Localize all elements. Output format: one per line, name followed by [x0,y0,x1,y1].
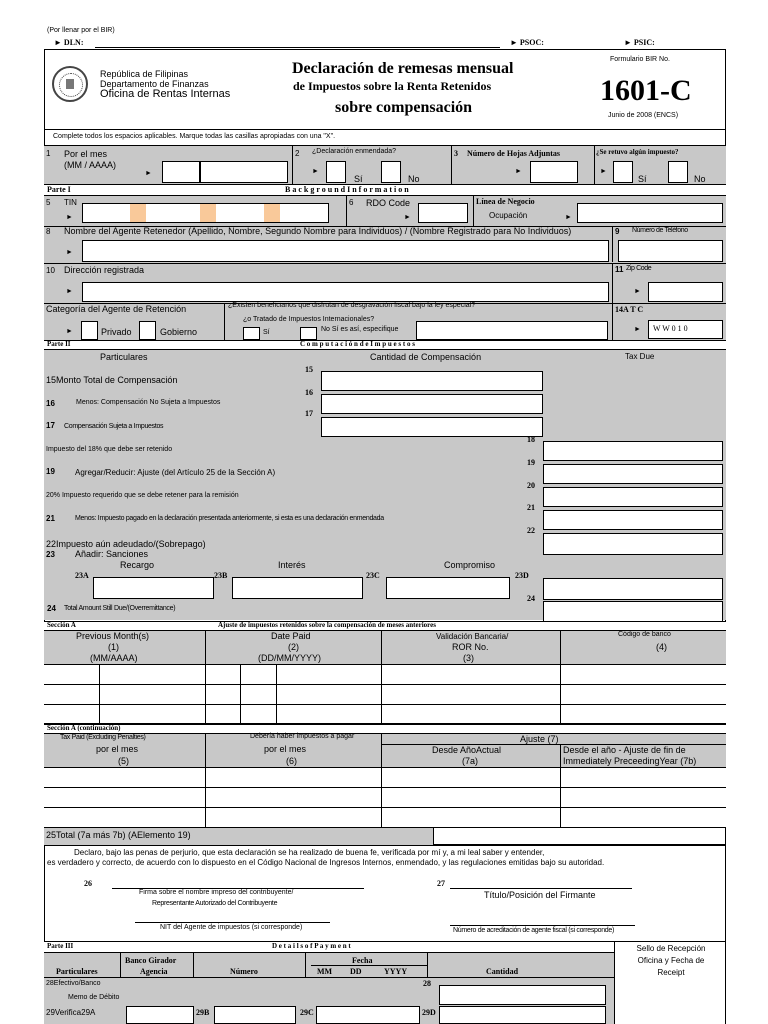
part1-title: B a c k g r o u n d I n f o r m a t i o n [285,185,409,194]
private-checkbox[interactable] [81,321,98,340]
form-date: Junio de 2008 (ENCS) [608,112,679,119]
psic-label: ► PSIC: [624,38,655,47]
withheld-yes-checkbox[interactable] [613,161,633,183]
bir-seal-icon [52,66,88,102]
line22-label: 22Impuesto aún adeudado/(Sobrepago) [46,539,206,549]
line17-input[interactable] [321,417,543,437]
year-input[interactable] [200,161,288,183]
form-title-line2: de Impuestos sobre la Renta Retenidos [293,79,492,93]
line21-label: Menos: Impuesto pagado en la declaración presentada anteriormente, si esta es una declaración enmendada [75,515,384,522]
check-date-input[interactable] [316,1006,420,1024]
treaty-specify-label: No Sí es así, especifique [321,326,399,333]
tin-label: TIN [64,198,77,207]
withheld-question: ¿Se retuvo algún impuesto? [596,148,679,156]
sectionA-cont-table[interactable] [44,767,726,827]
amended-no-checkbox[interactable] [381,161,401,183]
check-amount-input[interactable] [439,1006,606,1024]
treaty-specify-input[interactable] [416,321,608,340]
line20-input[interactable] [543,487,723,507]
line24-input[interactable] [543,601,723,622]
declaration-line1: Declaro, bajo las penas de perjurio, que esta declaración se ha realizado de buena fe, verificada por mí y, a mi leal saber y entender, [74,848,545,857]
business-input[interactable] [577,203,723,223]
agency-line3: Oficina de Rentas Internas [100,88,231,100]
part3-title: D e t a i l s o f P a y m e n t [272,942,351,950]
form-title-line3: sobre compensación [335,99,473,116]
line17-label: Compensación Sujeta a Impuestos [64,423,164,430]
debit-memo-label: Memo de Débito [68,994,120,1001]
compromise-input[interactable] [386,577,510,599]
compromise-label: Compromiso [444,560,496,570]
signature-label: Firma sobre el nombre impreso del contribuyente/ [139,889,294,896]
line19-label: Agregar/Reducir: Ajuste (del Artículo 25 de la Sección A) [75,468,276,477]
line22-input[interactable] [543,533,723,555]
month-label: Por el mes [64,149,108,159]
rdo-input[interactable] [418,203,468,223]
check-label: 29Verifica29A [46,1008,96,1017]
signature-label2: Representante Autorizado del Contribuyente [152,900,278,907]
line15-input[interactable] [321,371,543,391]
agent-tin-label: NIT del Agente de impuestos (si corresponde) [160,924,303,931]
atc-label: 14A T C [615,305,644,314]
sectionA-table[interactable] [44,664,726,723]
sectionA-cont-bar [44,724,726,734]
zip-label: Zip Code [626,265,652,272]
amended-question: ¿Declaración enmendada? [312,148,397,155]
line23-label: Añadir: Sanciones [75,549,149,559]
part2-title: C o m p u t a c i ó n d e I m p u e s t o s [300,340,415,348]
phone-input[interactable] [618,240,723,262]
line19-input[interactable] [543,464,723,484]
sheets-label: Número de Hojas Adjuntas [467,149,560,158]
line16-input[interactable] [321,394,543,414]
form-number-label: Formulario BIR No. [610,56,670,63]
title-position-label: Título/Posición del Firmante [484,890,596,900]
occupation-label: Ocupación [489,211,528,220]
agency-line1: República de Filipinas [100,69,189,79]
line18-input[interactable] [543,441,723,461]
line16-label: Menos: Compensación No Sujeta a Impuestos [76,399,221,406]
receipt-stamp-label: Sello de Recepción Oficina y Fecha de Receipt [636,944,706,977]
agent-name-input[interactable] [82,240,609,262]
withheld-no-checkbox[interactable] [668,161,688,183]
cash-bank-label: 28Efectivo/Banco [46,980,101,987]
taxdue-header: Tax Due [625,352,655,361]
treaty-yes-checkbox[interactable] [243,327,260,340]
line18-label: Impuesto del 18% que debe ser retenido [46,446,173,453]
atc-input[interactable] [648,320,723,339]
agent-name-label: Nombre del Agente Retenedor (Apellido, Nombre, Segundo Nombre para Individuos) / (Nombre Registrado para No Individuos) [64,226,572,236]
zip-input[interactable] [648,282,723,302]
atc-value: W W 0 1 0 [653,324,688,333]
address-label: Dirección registrada [64,265,145,275]
rdo-label: RDO Code [366,198,411,208]
agency-line2: Departamento de Finanzas [100,79,209,89]
dln-label: ► DLN: [54,38,84,47]
month-format: (MM / AAAA) [64,160,117,170]
tin-input[interactable] [82,203,329,223]
check-bank-input[interactable] [126,1006,194,1024]
cash-amount-input[interactable] [439,985,606,1005]
accreditation-label: Número de acreditación de agente fiscal (si corresponde) [453,927,615,934]
line25-input[interactable] [433,827,726,845]
interest-label: Interés [278,560,306,570]
surcharge-input[interactable] [93,577,214,599]
sectionA-title: Ajuste de impuestos retenidos sobre la compensación de meses anteriores [218,621,436,629]
line24-label: Total Amount Still Due/(Overremittance) [64,605,176,612]
instructions: Complete todos los espacios aplicables. Marque todas las casillas apropiadas con una "X". [53,133,336,140]
line15-label: 15Monto Total de Compensación [46,375,178,385]
sheets-input[interactable] [530,161,578,183]
amount-header: Cantidad de Compensación [370,352,482,362]
beneficiaries-question: ¿Existen beneficiarios que disfrutan de desgravación fiscal bajo la ley especial? [228,302,476,309]
treaty-no-checkbox[interactable] [300,327,317,340]
address-input[interactable] [82,282,609,302]
penalties-total-input[interactable] [543,578,723,600]
psoc-label: ► PSOC: [510,38,544,47]
check-number-input[interactable] [214,1006,296,1024]
interest-input[interactable] [232,577,363,599]
particulars-header: Particulares [100,352,148,362]
bir-use-label: (Por llenar por el BIR) [47,27,115,34]
declaration-line2: es verdadero y correcto, de acuerdo con lo dispuesto en el Código Nacional de Ingresos Internos, enmendado, y las regulaciones emitidas bajo su autoridad. [47,858,605,867]
government-checkbox[interactable] [139,321,156,340]
line20-label: 20% Impuesto requerido que se debe retener para la remisión [46,492,239,499]
form-number: 1601-C [600,74,692,107]
business-label: Línea de Negocio [476,197,535,206]
line21-input[interactable] [543,510,723,530]
amended-yes-checkbox[interactable] [326,161,346,183]
month-input[interactable] [162,161,200,183]
line25-label: 25Total (7a más 7b) (AElemento 19) [46,830,191,840]
form-title: Declaración de remesas mensual [292,60,514,77]
phone-label: Número de Teléfono [632,227,688,234]
treaty-question: ¿o Tratado de Impuestos Internacionales? [243,316,375,323]
category-label: Categoría del Agente de Retención [46,304,187,314]
surcharge-label: Recargo [120,560,155,570]
